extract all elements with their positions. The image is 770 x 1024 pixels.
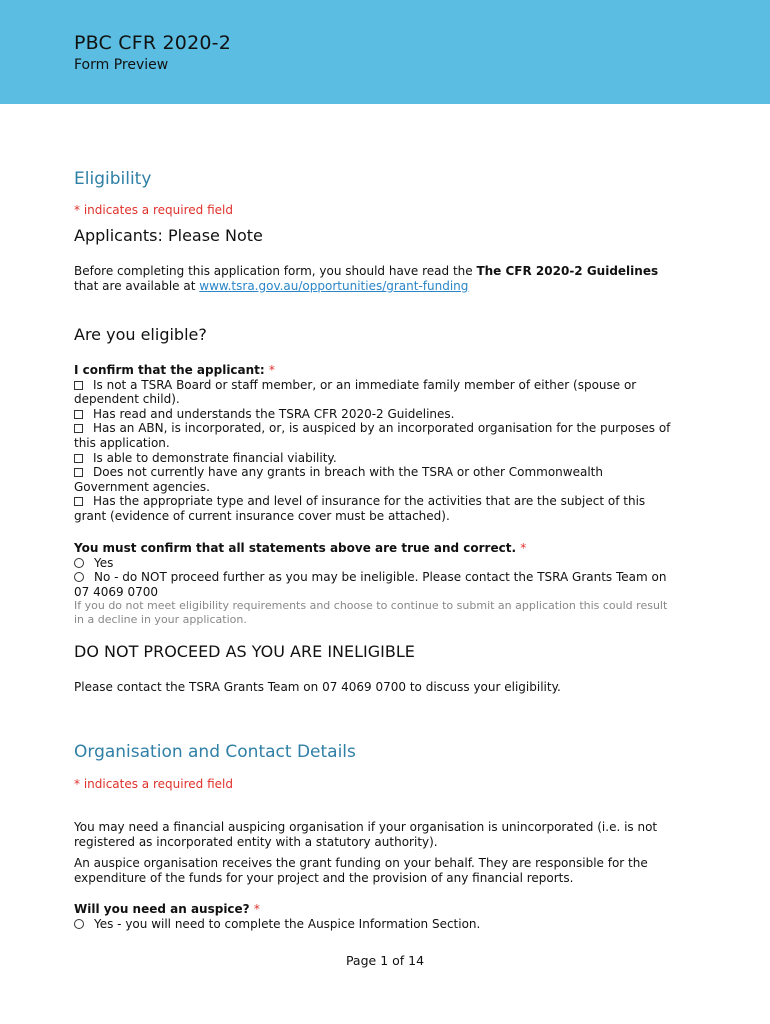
checkbox-option[interactable]: Has read and understands the TSRA CFR 2020-2 Guidelines. <box>74 407 674 422</box>
checkbox-icon[interactable] <box>74 454 83 463</box>
checkbox-icon[interactable] <box>74 410 83 419</box>
grant-funding-link[interactable]: www.tsra.gov.au/opportunities/grant-funding <box>199 278 469 293</box>
checkbox-option[interactable]: Has an ABN, is incorporated, or, is auspiced by an incorporated organisation for the purposes of this application. <box>74 421 671 450</box>
confirm-applicant-question <box>74 363 674 524</box>
auspice-para-1: You may need a financial auspicing organisation if your organisation is unincorporated (i.e. is not registered as incorporated entity with a statutory authority). <box>74 820 658 849</box>
form-title: PBC CFR 2020-2 <box>74 32 231 54</box>
radio-option-auspice-yes[interactable]: Yes - you will need to complete the Auspice Information Section. <box>74 917 674 932</box>
must-confirm-question <box>74 541 674 627</box>
checkbox-option[interactable]: Is able to demonstrate financial viability. <box>74 451 674 466</box>
ineligible-heading: DO NOT PROCEED AS YOU ARE INELIGIBLE <box>74 642 415 661</box>
required-star: * <box>268 363 275 377</box>
section-title-organisation: Organisation and Contact Details <box>74 742 356 762</box>
auspice-question <box>74 902 674 931</box>
required-star: * <box>520 541 527 555</box>
applicants-note-text <box>74 264 674 293</box>
applicants-note-heading: Applicants: Please Note <box>74 226 263 245</box>
auspice-label: Will you need an auspice? * <box>74 902 260 916</box>
eligibility-help-text: If you do not meet eligibility requirements and choose to continue to submit an application this could result in a decline in your application. <box>74 599 668 627</box>
required-star: * <box>253 902 260 916</box>
page-number: Page 1 of 14 <box>345 953 425 968</box>
checkbox-icon[interactable] <box>74 424 83 433</box>
note-text-part-1: Before completing this application form, you should have read the <box>74 264 477 278</box>
radio-icon[interactable] <box>74 919 84 929</box>
auspice-para-2: An auspice organisation receives the grant funding on your behalf. They are responsible for the expenditure of the funds for your project and the provision of any financial reports. <box>74 856 648 885</box>
radio-icon[interactable] <box>74 558 84 568</box>
checkbox-option[interactable]: Is not a TSRA Board or staff member, or an immediate family member of either (spouse or dependent child). <box>74 377 637 407</box>
note-guidelines-bold: The CFR 2020-2 Guidelines <box>476 264 659 278</box>
checkbox-option[interactable]: Does not currently have any grants in breach with the TSRA or other Commonwealth Government agencies. <box>74 465 603 494</box>
eligible-heading: Are you eligible? <box>74 325 207 344</box>
form-subtitle: Form Preview <box>74 57 169 73</box>
section-title-eligibility: Eligibility <box>74 169 152 189</box>
checkbox-option[interactable]: Has the appropriate type and level of insurance for the activities that are the subject of this grant (evidence of current insurance cover must be attached). <box>74 494 646 523</box>
radio-icon[interactable] <box>74 572 84 582</box>
note-text-part-2: that are available at <box>74 278 200 293</box>
radio-option-yes[interactable]: Yes <box>74 556 674 571</box>
required-field-note: * indicates a required field <box>74 203 233 217</box>
required-field-note: * indicates a required field <box>74 777 233 791</box>
checkbox-icon[interactable] <box>74 381 83 390</box>
radio-option-no[interactable]: No - do NOT proceed further as you may be ineligible. Please contact the TSRA Grants Team on 07 4069 0700 <box>74 570 667 599</box>
checkbox-icon[interactable] <box>74 468 83 477</box>
checkbox-icon[interactable] <box>74 497 83 506</box>
must-confirm-label: You must confirm that all statements above are true and correct. * <box>74 541 527 555</box>
ineligible-text: Please contact the TSRA Grants Team on 07 4069 0700 to discuss your eligibility. <box>74 680 561 694</box>
confirm-label: I confirm that the applicant: * <box>74 363 275 377</box>
form-header <box>0 0 770 104</box>
